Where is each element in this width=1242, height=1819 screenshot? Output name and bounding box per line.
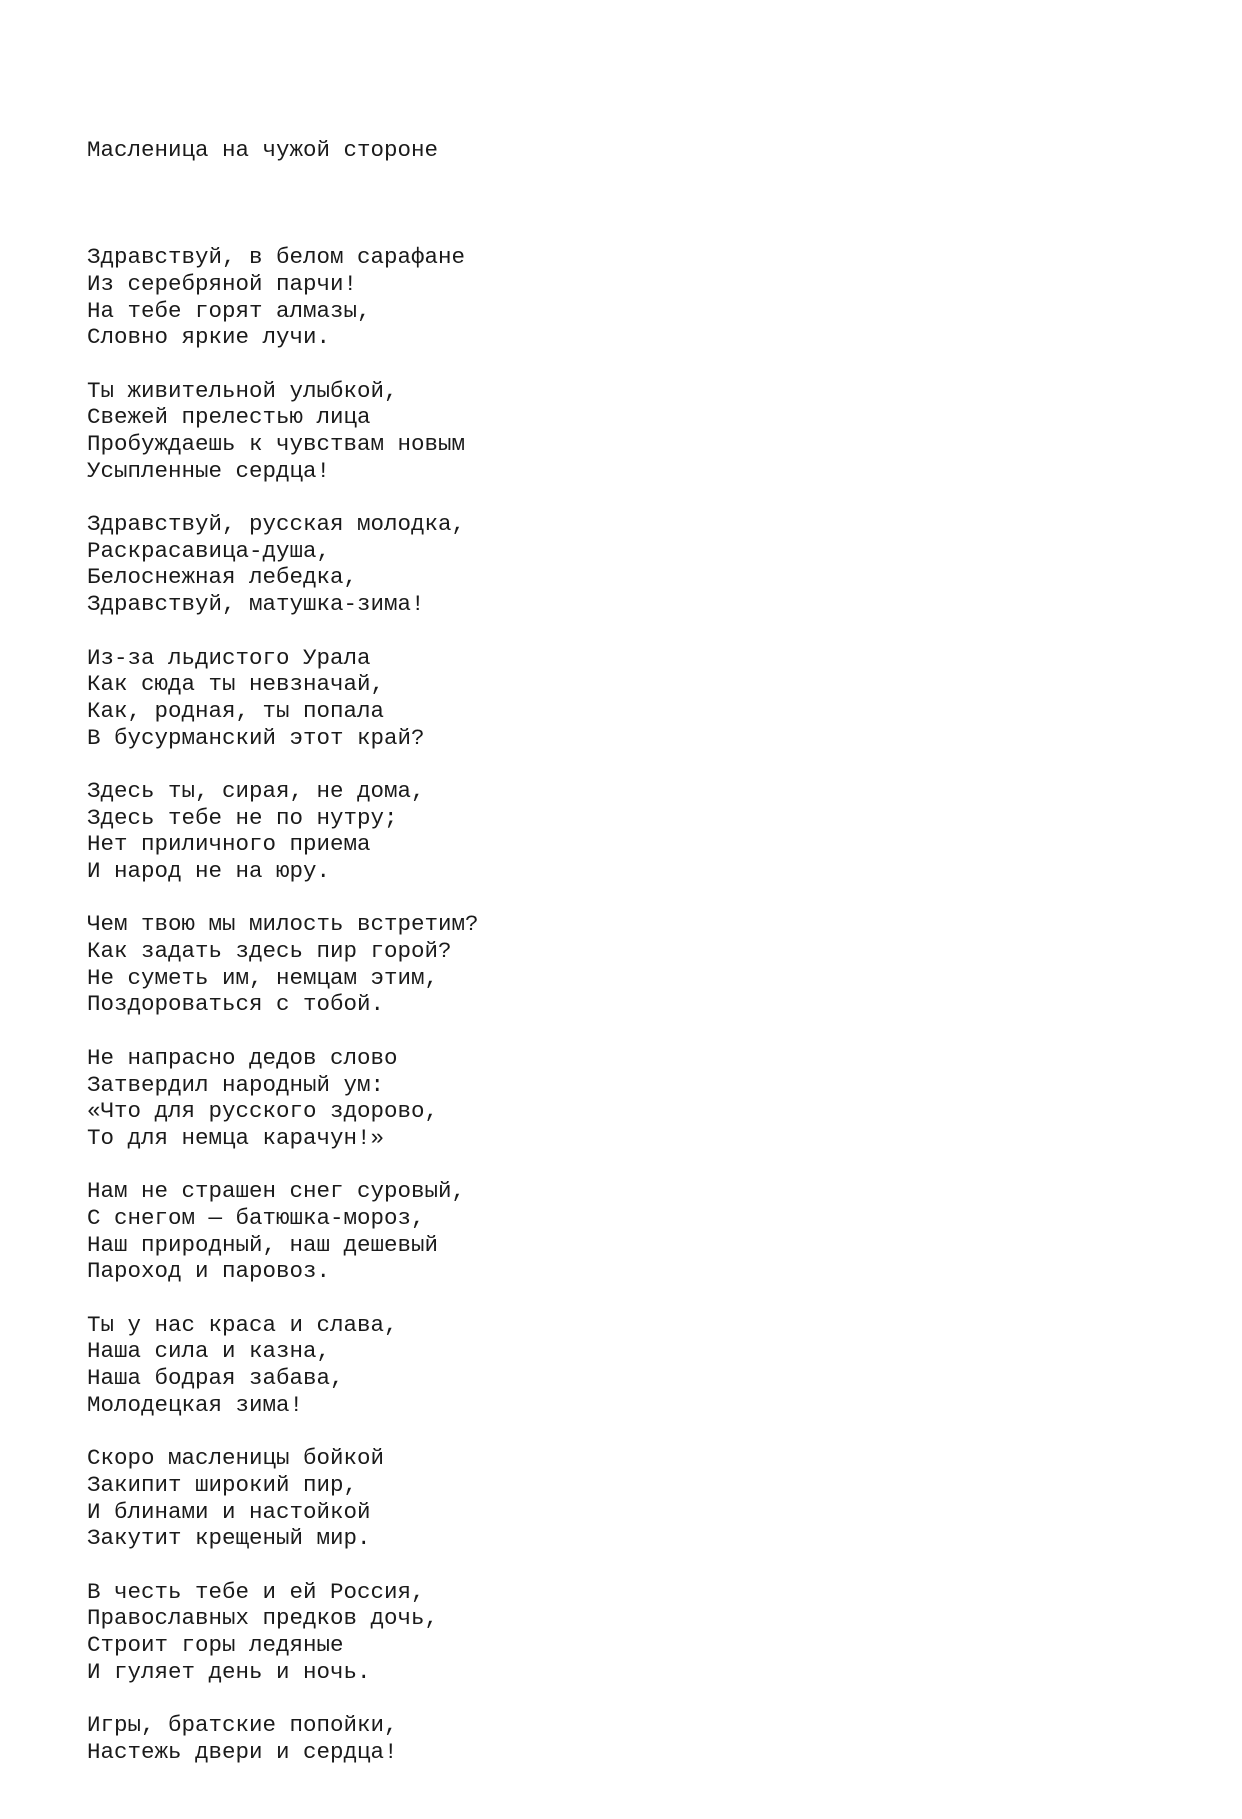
poem-line: Здравствуй, матушка-зима! (87, 591, 425, 618)
poem-line: С снегом — батюшка-мороз, (87, 1204, 425, 1231)
poem-title: Масленица на чужой стороне (87, 137, 439, 164)
poem-line: Раскрасавица-душа, (87, 537, 331, 564)
poem-line: «Что для русского здорово, (87, 1098, 439, 1125)
stanza (87, 645, 1187, 752)
poem-line: Здесь ты, сирая, не дома, (87, 777, 425, 804)
stanza (87, 511, 1187, 618)
poem-line: И блинами и настойкой (87, 1498, 371, 1525)
poem-line: Не напрасно дедов слово (87, 1044, 398, 1071)
poem-line: Закипит широкий пир, (87, 1471, 358, 1498)
stanza (87, 1312, 1187, 1419)
poem-line: Ты у нас краса и слава, (87, 1311, 398, 1338)
poem-line: Здесь тебе не по нутру; (87, 804, 398, 831)
poem-line: Настежь двери и сердца! (87, 1738, 398, 1765)
poem-line: Нам не страшен снег суровый, (87, 1178, 466, 1205)
stanza (87, 244, 1187, 351)
poem-line: Чем твою мы милость встретим? (87, 911, 479, 938)
stanza (87, 1445, 1187, 1552)
poem-line: Православных предков дочь, (87, 1605, 439, 1632)
document-page (87, 84, 1187, 1819)
poem-line: Наша сила и казна, (87, 1338, 331, 1365)
poem-line: Здравствуй, русская молодка, (87, 511, 466, 538)
poem-line: В бусурманский этот край? (87, 724, 425, 751)
poem-line: Не суметь им, немцам этим, (87, 964, 439, 991)
poem-line: Словно яркие лучи. (87, 324, 331, 351)
poem-line: Из серебряной парчи! (87, 270, 358, 297)
poem-line: В честь тебе и ей Россия, (87, 1578, 425, 1605)
poem-line: Свежей прелестью лица (87, 404, 371, 431)
poem-line: Наш природный, наш дешевый (87, 1231, 439, 1258)
poem-line: Ты живительной улыбкой, (87, 377, 398, 404)
stanza (87, 1045, 1187, 1152)
stanza (87, 911, 1187, 1018)
poem-line: Нет приличного приема (87, 831, 371, 858)
poem-line: Как задать здесь пир горой? (87, 938, 452, 965)
poem-line: Затвердил народный ум: (87, 1071, 385, 1098)
poem-line: Пароход и паровоз. (87, 1258, 331, 1285)
poem-line: Усыпленные сердца! (87, 457, 331, 484)
poem-line: Здравствуй, в белом сарафане (87, 244, 466, 271)
poem-line: Белоснежная лебедка, (87, 564, 358, 591)
poem-line: И народ не на юру. (87, 858, 331, 884)
poem-line: То для немца карачун!» (87, 1124, 385, 1151)
poem-line: Наша бодрая забава, (87, 1365, 344, 1392)
poem-line: Скоро масленицы бойкой (87, 1445, 385, 1472)
poem-line: Игры, братские попойки, (87, 1712, 398, 1738)
poem-line: Из-за льдистого Урала (87, 644, 371, 671)
stanza (87, 1178, 1187, 1285)
poem-line: Поздороваться с тобой. (87, 991, 385, 1018)
poem-body (87, 244, 1187, 1765)
poem-line: Пробуждаешь к чувствам новым (87, 431, 466, 457)
poem-line: И гуляет день и ночь. (87, 1658, 371, 1685)
stanza (87, 1712, 1187, 1765)
poem-line: Как сюда ты невзначай, (87, 671, 385, 698)
poem-line: На тебе горят алмазы, (87, 297, 371, 324)
poem-line: Молодецкая зима! (87, 1391, 304, 1418)
stanza (87, 778, 1187, 885)
poem-line: Строит горы ледяные (87, 1631, 344, 1658)
poem-line: Закутит крещеный мир. (87, 1525, 371, 1552)
poem-line: Как, родная, ты попала (87, 697, 385, 724)
stanza (87, 1579, 1187, 1686)
stanza (87, 378, 1187, 485)
